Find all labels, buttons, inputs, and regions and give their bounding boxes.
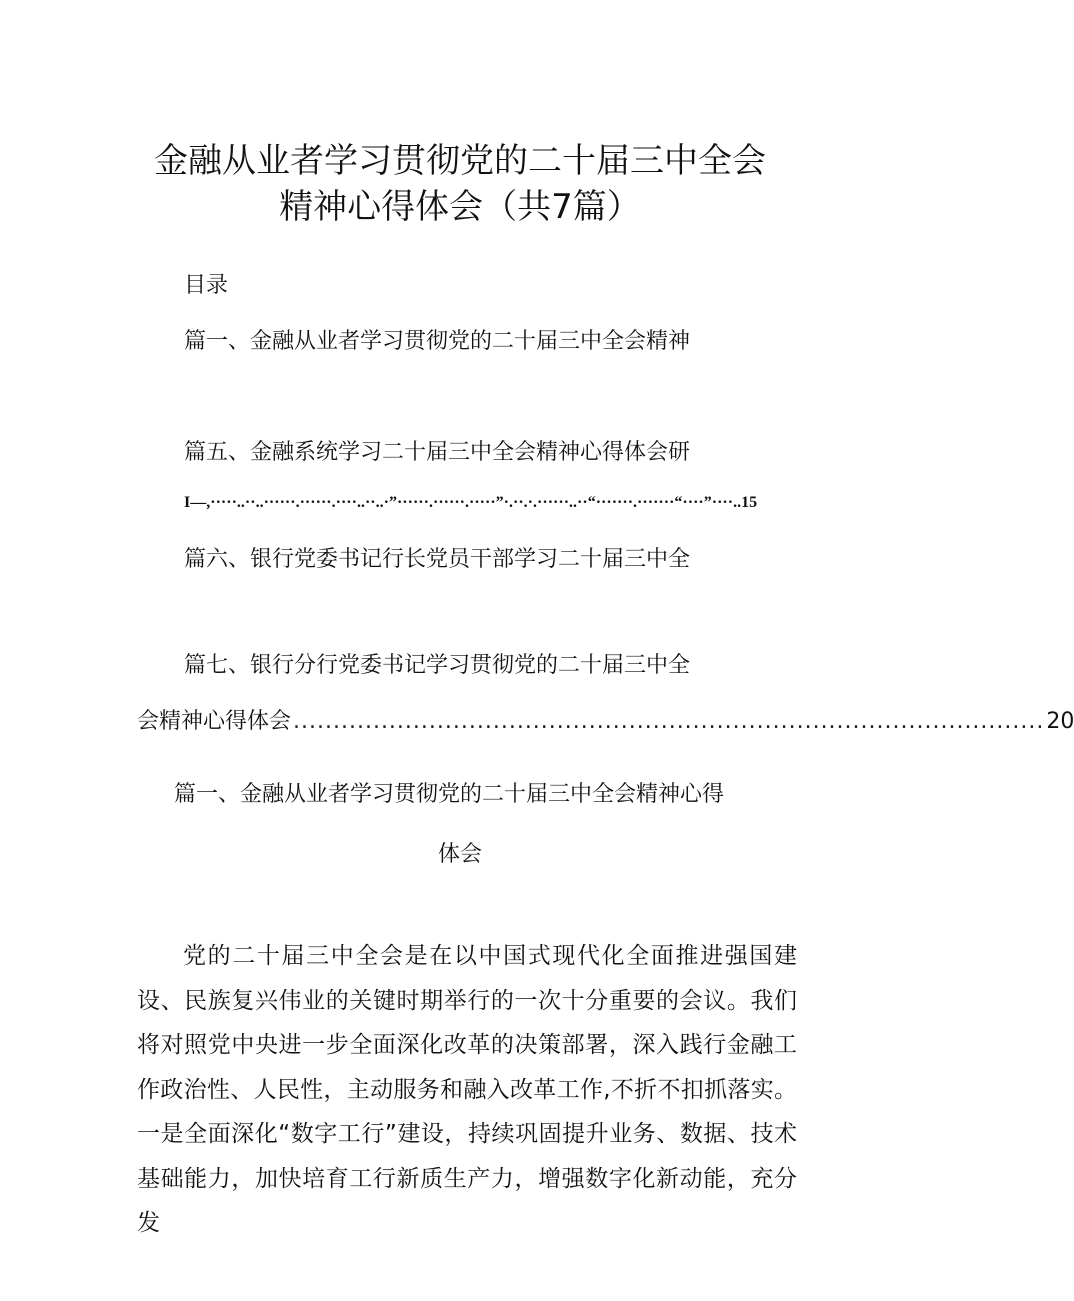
toc-page-number: 20 — [1046, 709, 1074, 734]
document-title-line-1: 金融从业者学习贯彻党的二十届三中全会 — [154, 141, 766, 181]
toc-leader-dots: .............................................................................................. — [293, 709, 1045, 734]
toc-entry-1[interactable]: 篇一、金融从业者学习贯彻党的二十届三中全会精神 — [184, 329, 691, 354]
toc-entry-6[interactable]: 篇六、银行党委书记行长党员干部学习二十届三中全 — [184, 547, 691, 572]
document-title-line-2: 精神心得体会（共7篇） — [279, 187, 641, 227]
toc-entry-5-page-leader: I—,·····..··..······.······.····..··..·”······.······.·····”·.··.·.······..··“·······.·······“····”····..15 — [184, 494, 758, 511]
toc-heading: 目录 — [184, 273, 229, 298]
section-heading-line-2: 体会 — [437, 842, 482, 867]
toc-entry-7[interactable]: 篇七、银行分行党委书记学习贯彻党的二十届三中全 — [184, 653, 691, 678]
toc-entry-7-text: 会精神心得体会 — [137, 709, 292, 734]
section-heading-line-1: 篇一、金融从业者学习贯彻党的二十届三中全会精神心得 — [174, 782, 725, 807]
body-paragraph: 党的二十届三中全会是在以中国式现代化全面推进强国建设、民族复兴伟业的关键时期举行的一次十分重要的会议。我们将对照党中央进一步全面深化改革的决策部署，深入践行金融工作政治性、人民性，主动服务和融入改革工作,不折不扣抓落实。一是全面深化“数字工行”建设，持续巩固提升业务、数据、技术基础能力，加快培育工行新质生产力，增强数字化新动能，充分发 — [137, 943, 797, 1236]
toc-entry-5[interactable]: 篇五、金融系统学习二十届三中全会精神心得体会研 — [184, 440, 691, 465]
toc-entry-7-continuation[interactable] — [137, 707, 1074, 737]
